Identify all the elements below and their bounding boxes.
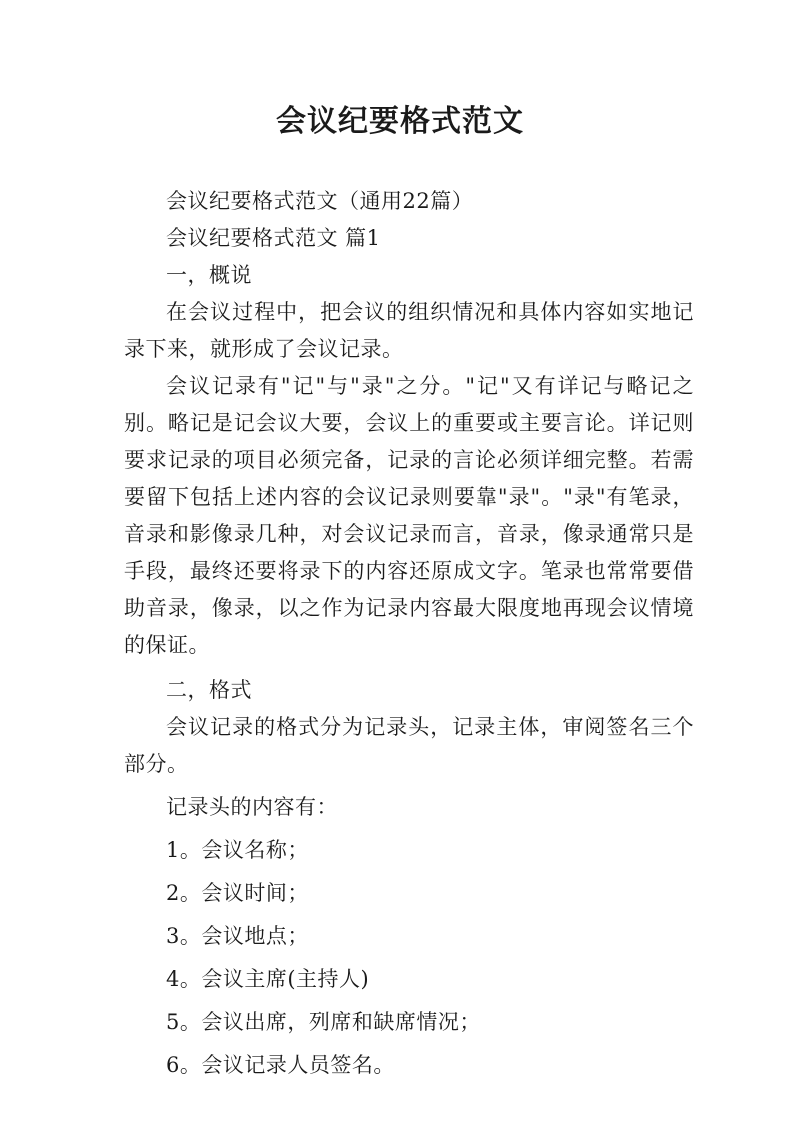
list-item: 5。会议出席，列席和缺席情况； bbox=[166, 1010, 481, 1034]
body-paragraph: 在会议过程中，把会议的组织情况和具体内容如实地记录下来，就形成了会议记录。 bbox=[124, 300, 694, 361]
body-paragraph: 会议记录的格式分为记录头，记录主体，审阅签名三个部分。 bbox=[124, 715, 694, 776]
document-body bbox=[124, 183, 694, 1084]
body-paragraph: 会议记录有"记"与"录"之分。"记"又有详记与略记之别。略记是记会议大要，会议上的重要或主要言论。详记则要求记录的项目必须完备，记录的言论必须详细完整。若需要留下包括上述内容的会议记录则要靠"录"。"录"有笔录，音录和影像录几种，对会议记录而言，音录，像录通常只是手段，最终还要将录下的内容还原成文字。笔录也常常要借助音录，像录，以之作为记录内容最大限度地再现会议情境的保证。 bbox=[124, 374, 694, 657]
page-title: 会议纪要格式范文 bbox=[276, 104, 524, 139]
section-heading: 会议纪要格式范文 篇1 bbox=[166, 226, 381, 250]
list-item: 3。会议地点； bbox=[166, 924, 309, 948]
body-paragraph: 记录头的内容有： bbox=[166, 795, 338, 819]
subtitle-paragraph: 会议纪要格式范文（通用22篇） bbox=[166, 189, 474, 213]
section-heading: 二，格式 bbox=[166, 678, 252, 702]
list-item: 6。会议记录人员签名。 bbox=[166, 1053, 395, 1077]
section-heading: 一，概说 bbox=[166, 263, 252, 287]
list-item: 1。会议名称； bbox=[166, 838, 309, 862]
list-item: 2。会议时间； bbox=[166, 881, 309, 905]
list-item: 4。会议主席(主持人) bbox=[166, 967, 370, 991]
